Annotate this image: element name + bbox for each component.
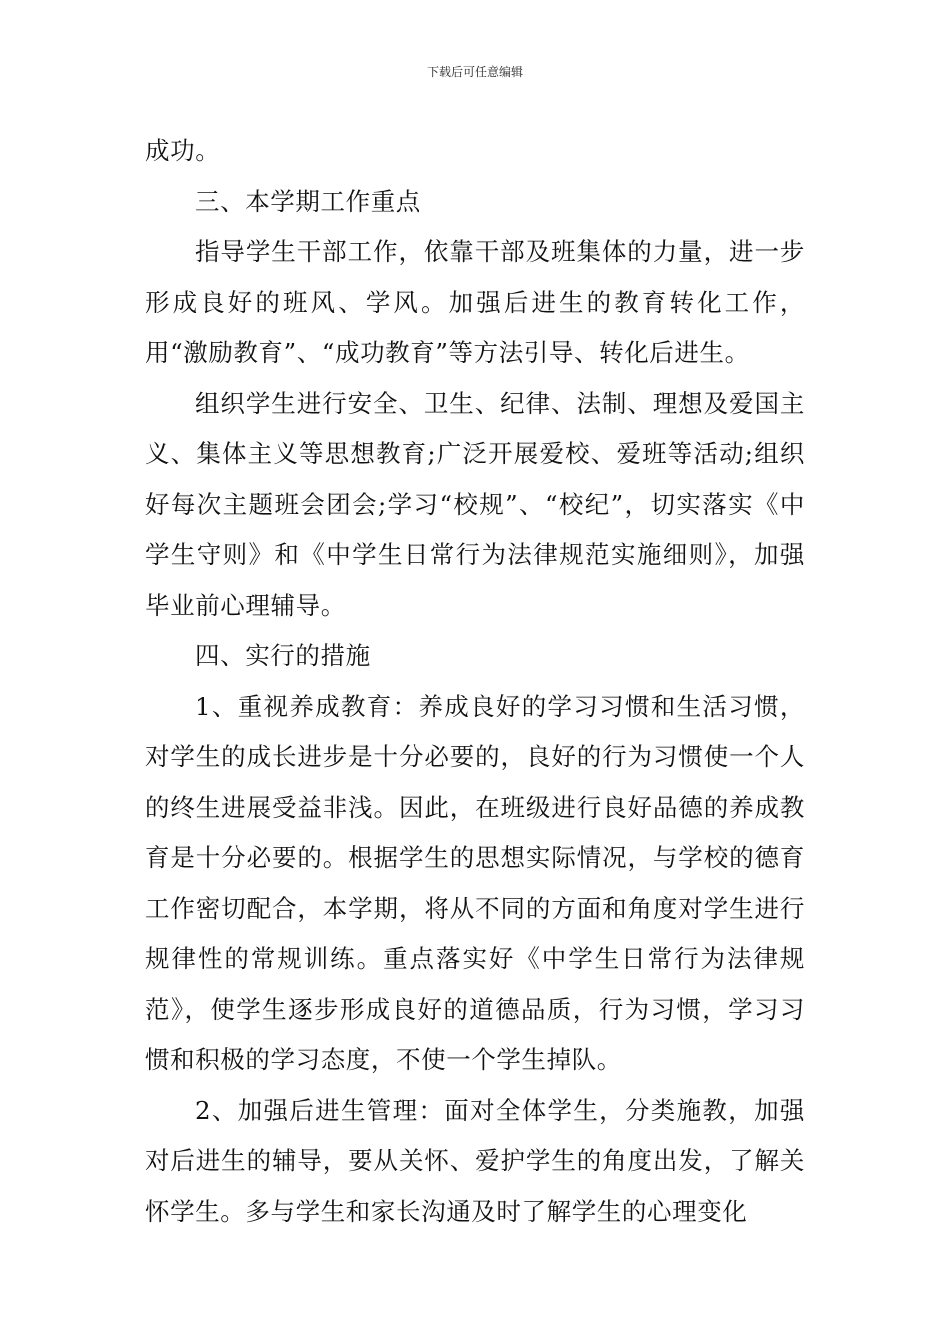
paragraph-continuation: 成功。 xyxy=(145,136,221,165)
paragraph: 1、重视养成教育：养成良好的学习习惯和生活习惯，对学生的成长进步是十分必要的，良好的行为习惯使一个人的终生进展受益非浅。因此，在班级进行良好品德的养成教育是十分必要的。根据学生的思想实际情况，与学校的德育工作密切配合，本学期，将从不同的方面和角度对学生进行规律性的常规训练。重点落实好《中学生日常行为法律规范》，使学生逐步形成良好的道德品质，行为习惯，学习习惯和积极的学习态度，不使一个学生掉队。 xyxy=(145,691,805,1074)
document-body xyxy=(145,126,805,1237)
paragraph: 指导学生干部工作，依靠干部及班集体的力量，进一步形成良好的班风、学风。加强后进生的教育转化工作，用“激励教育”、“成功教育”等方法引导、转化后进生。 xyxy=(145,237,805,367)
section-heading-3: 三、本学期工作重点 xyxy=(195,186,421,216)
page-header: 下载后可任意编辑 xyxy=(426,65,523,79)
paragraph: 组织学生进行安全、卫生、纪律、法制、理想及爱国主义、集体主义等思想教育;广泛开展爱校、爱班等活动;组织好每次主题班会团会;学习“校规”、“校纪”，切实落实《中学生守则》和《中学生日常行为法律规范实施细则》，加强毕业前心理辅导。 xyxy=(145,388,805,620)
paragraph: 2、加强后进生管理：面对全体学生，分类施教，加强对后进生的辅导，要从关怀、爱护学生的角度出发，了解关怀学生。多与学生和家长沟通及时了解学生的心理变化 xyxy=(145,1095,805,1226)
section-heading-4: 四、实行的措施 xyxy=(195,641,371,670)
